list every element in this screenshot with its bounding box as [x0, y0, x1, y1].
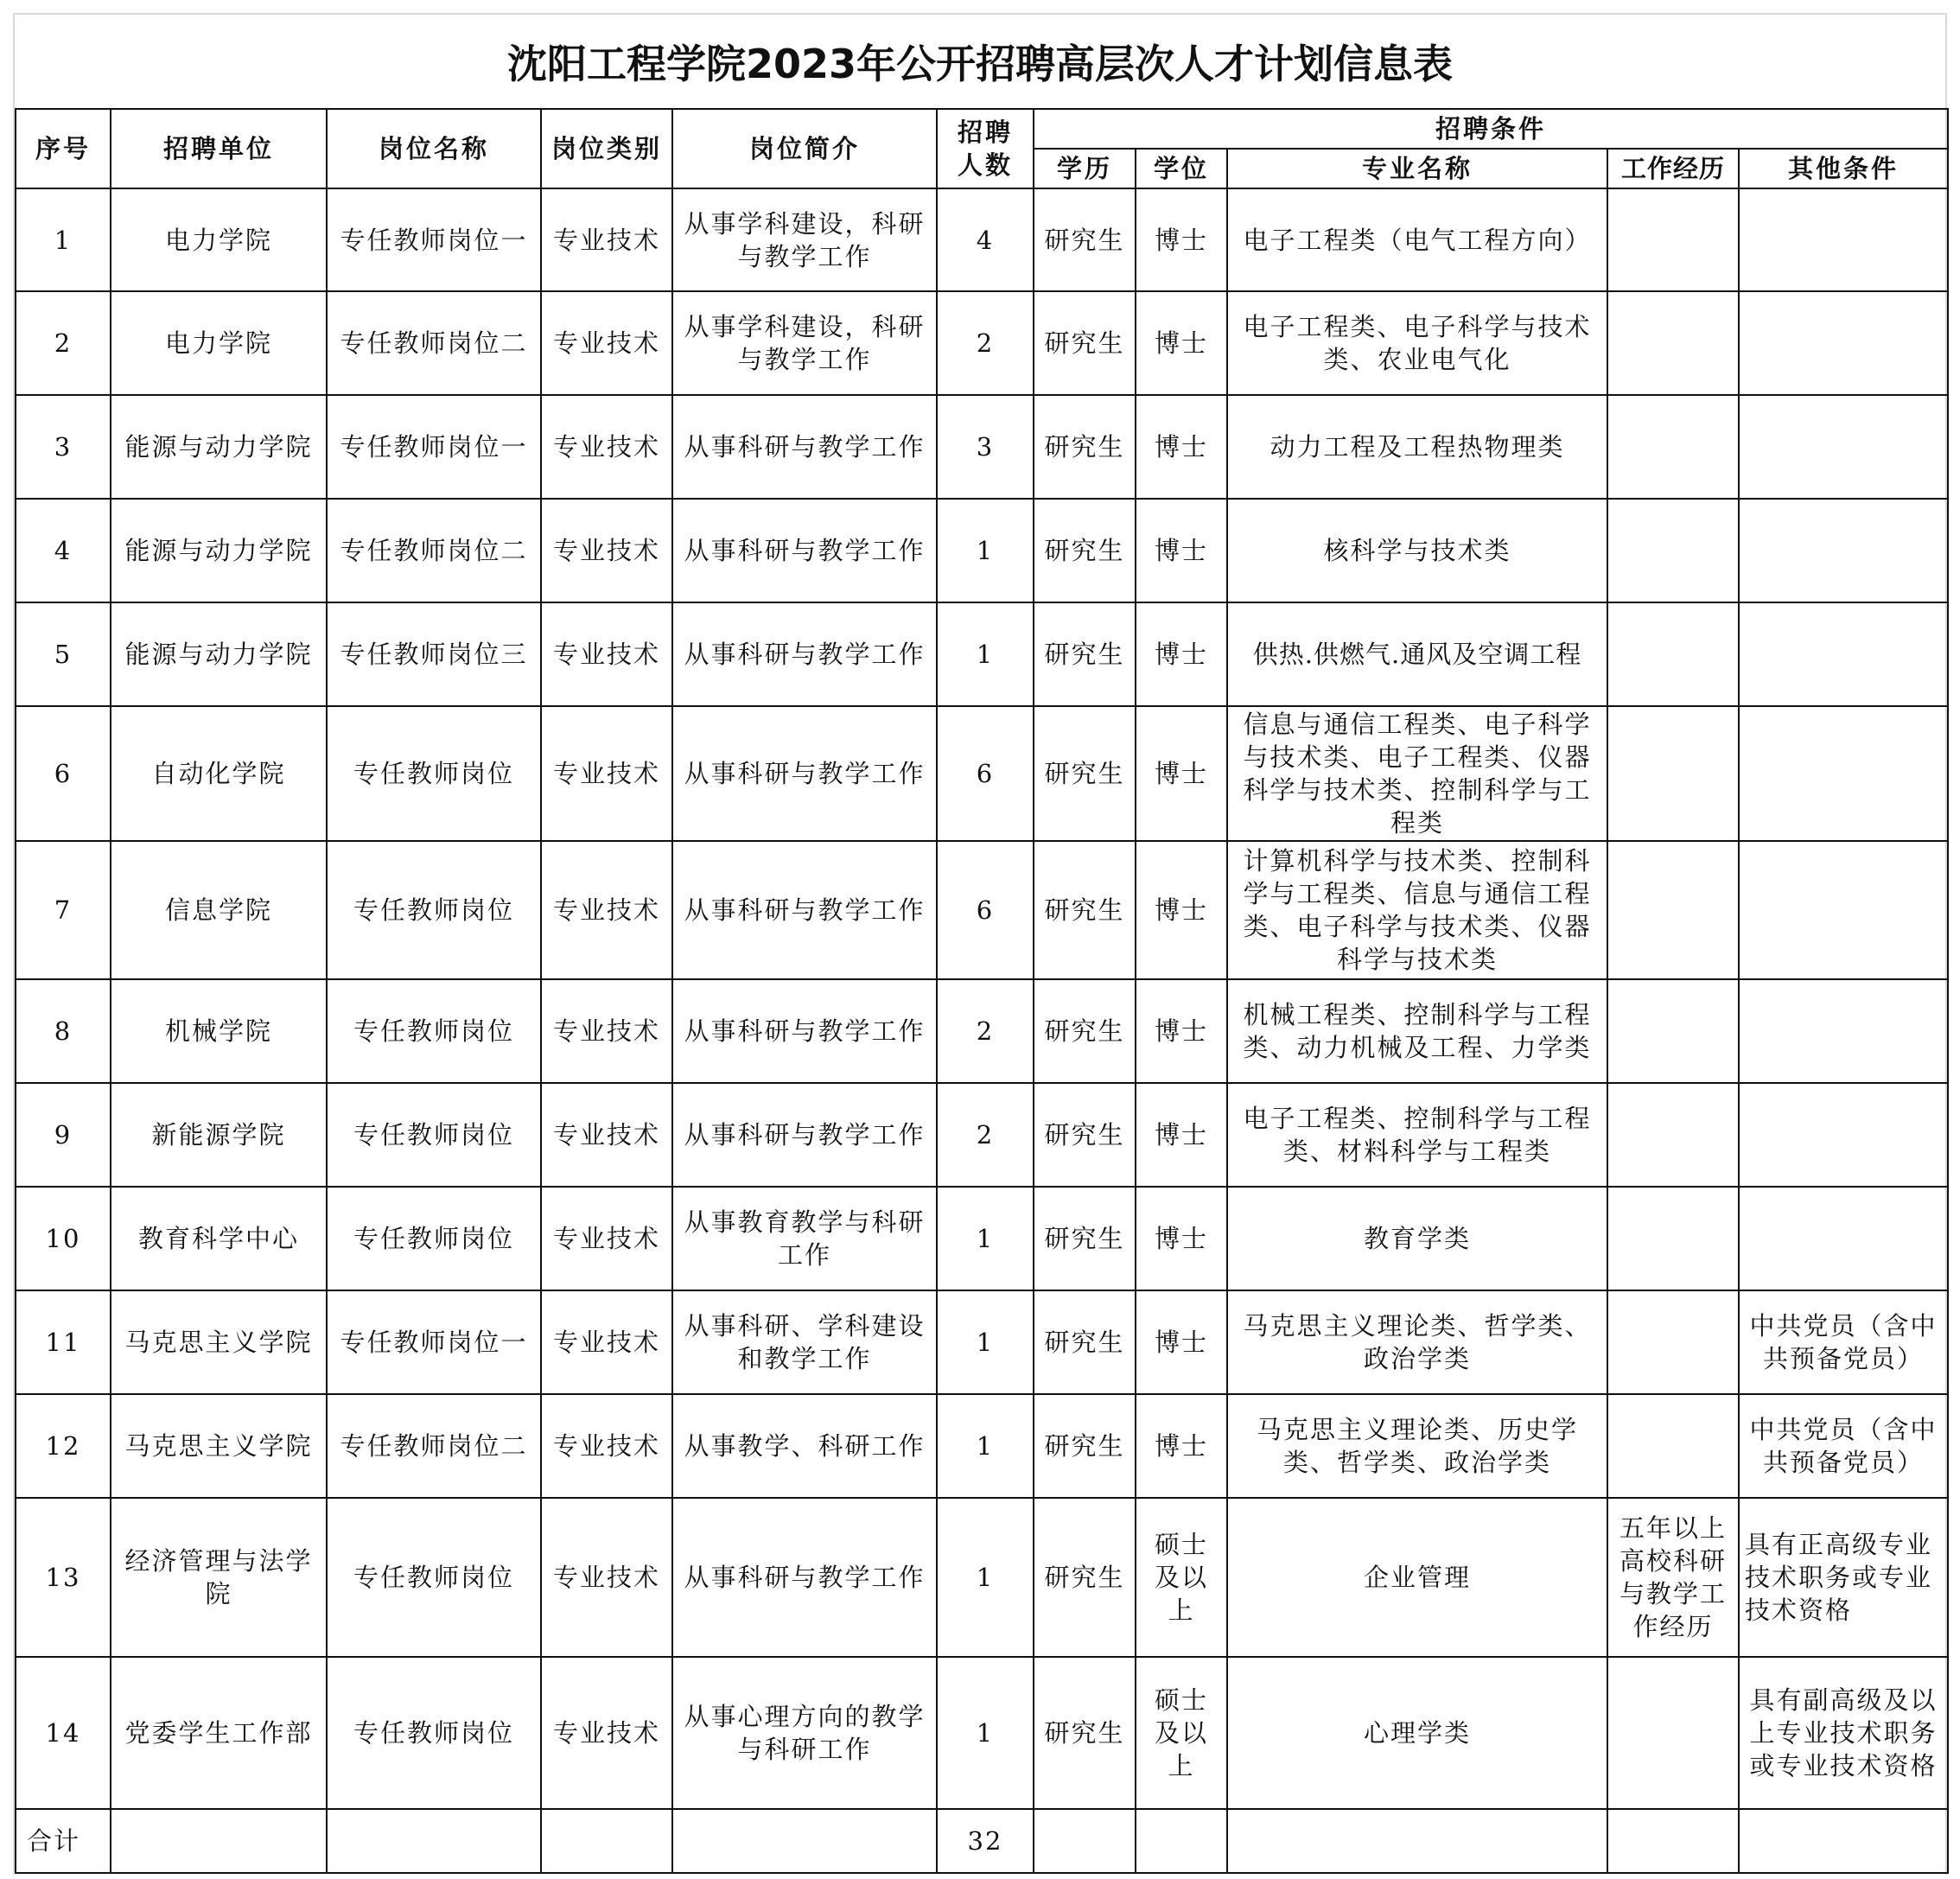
row-other: [1739, 291, 1948, 395]
row-desc: 从事学科建设，科研与教学工作: [672, 188, 937, 291]
row-education: 研究生: [1034, 1083, 1136, 1187]
header-seq: 序号: [16, 109, 111, 188]
table-row: [16, 979, 1948, 1083]
row-type: 专业技术: [541, 1290, 672, 1394]
row-major: 马克思主义理论类、历史学类、哲学类、政治学类: [1227, 1394, 1607, 1498]
row-post: 专任教师岗位一: [327, 1290, 541, 1394]
row-experience: [1607, 291, 1739, 395]
row-other: [1739, 395, 1948, 499]
row-count: 1: [937, 1657, 1034, 1809]
total-empty: [672, 1809, 937, 1873]
table-row: [16, 1187, 1948, 1290]
row-count: 1: [937, 1394, 1034, 1498]
row-degree: 博士: [1136, 979, 1227, 1083]
row-major: 教育学类: [1227, 1187, 1607, 1290]
row-education: 研究生: [1034, 1290, 1136, 1394]
total-empty: [1136, 1809, 1227, 1873]
row-post: 专任教师岗位: [327, 706, 541, 841]
row-other: [1739, 1083, 1948, 1187]
header-count: 招聘人数: [937, 109, 1034, 188]
row-unit: 电力学院: [111, 291, 327, 395]
total-label: 合计: [16, 1809, 111, 1873]
total-empty: [1034, 1809, 1136, 1873]
row-other: 具有副高级及以上专业技术职务或专业技术资格: [1739, 1657, 1948, 1809]
row-seq: 10: [16, 1187, 111, 1290]
row-other: [1739, 979, 1948, 1083]
row-major: 电子工程类、电子科学与技术类、农业电气化: [1227, 291, 1607, 395]
row-desc: 从事科研与教学工作: [672, 499, 937, 602]
row-other: 中共党员（含中共预备党员）: [1739, 1290, 1948, 1394]
header-major: 专业名称: [1227, 149, 1607, 188]
row-type: 专业技术: [541, 979, 672, 1083]
row-other: [1739, 706, 1948, 841]
header-post-type: 岗位类别: [541, 109, 672, 188]
row-education: 研究生: [1034, 1498, 1136, 1657]
row-type: 专业技术: [541, 395, 672, 499]
recruitment-sheet: [13, 13, 1947, 1875]
row-other: [1739, 188, 1948, 291]
row-seq: 13: [16, 1498, 111, 1657]
row-seq: 9: [16, 1083, 111, 1187]
row-experience: [1607, 1394, 1739, 1498]
row-major: 电子工程类、控制科学与工程类、材料科学与工程类: [1227, 1083, 1607, 1187]
total-empty: [541, 1809, 672, 1873]
row-desc: 从事心理方向的教学与科研工作: [672, 1657, 937, 1809]
row-count: 6: [937, 706, 1034, 841]
row-post: 专任教师岗位三: [327, 602, 541, 706]
row-post: 专任教师岗位一: [327, 188, 541, 291]
total-empty: [1739, 1809, 1948, 1873]
row-desc: 从事科研与教学工作: [672, 395, 937, 499]
row-experience: 五年以上高校科研与教学工作经历: [1607, 1498, 1739, 1657]
row-unit: 党委学生工作部: [111, 1657, 327, 1809]
row-major: 计算机科学与技术类、控制科学与工程类、信息与通信工程类、电子科学与技术类、仪器科学与技术类: [1227, 841, 1607, 979]
row-seq: 3: [16, 395, 111, 499]
row-type: 专业技术: [541, 291, 672, 395]
row-seq: 2: [16, 291, 111, 395]
header-other: 其他条件: [1739, 149, 1948, 188]
row-count: 1: [937, 499, 1034, 602]
row-seq: 12: [16, 1394, 111, 1498]
row-post: 专任教师岗位: [327, 1083, 541, 1187]
row-education: 研究生: [1034, 979, 1136, 1083]
row-post: 专任教师岗位二: [327, 499, 541, 602]
row-education: 研究生: [1034, 602, 1136, 706]
row-type: 专业技术: [541, 499, 672, 602]
row-post: 专任教师岗位一: [327, 395, 541, 499]
row-seq: 14: [16, 1657, 111, 1809]
row-type: 专业技术: [541, 1657, 672, 1809]
table-row: [16, 841, 1948, 979]
row-degree: 博士: [1136, 1290, 1227, 1394]
table-row: [16, 291, 1948, 395]
row-type: 专业技术: [541, 1187, 672, 1290]
header-conditions: 招聘条件: [1034, 109, 1948, 149]
row-type: 专业技术: [541, 1394, 672, 1498]
row-unit: 马克思主义学院: [111, 1290, 327, 1394]
row-other: [1739, 841, 1948, 979]
table-row: [16, 1498, 1948, 1657]
total-row: [16, 1809, 1948, 1873]
row-degree: 博士: [1136, 706, 1227, 841]
row-degree: 博士: [1136, 291, 1227, 395]
row-unit: 信息学院: [111, 841, 327, 979]
row-degree: 博士: [1136, 841, 1227, 979]
row-count: 3: [937, 395, 1034, 499]
row-other: [1739, 602, 1948, 706]
row-other: 具有正高级专业技术职务或专业技术资格: [1739, 1498, 1948, 1657]
total-empty: [327, 1809, 541, 1873]
row-degree: 博士: [1136, 395, 1227, 499]
row-unit: 新能源学院: [111, 1083, 327, 1187]
row-seq: 7: [16, 841, 111, 979]
table-row: [16, 1394, 1948, 1498]
row-seq: 11: [16, 1290, 111, 1394]
row-unit: 马克思主义学院: [111, 1394, 327, 1498]
row-major: 核科学与技术类: [1227, 499, 1607, 602]
table-row: [16, 188, 1948, 291]
header-education: 学历: [1034, 149, 1136, 188]
row-major: 信息与通信工程类、电子科学与技术类、电子工程类、仪器科学与技术类、控制科学与工程类: [1227, 706, 1607, 841]
row-count: 4: [937, 188, 1034, 291]
table-row: [16, 1083, 1948, 1187]
header-experience: 工作经历: [1607, 149, 1739, 188]
header-degree: 学位: [1136, 149, 1227, 188]
row-type: 专业技术: [541, 1083, 672, 1187]
row-desc: 从事教育教学与科研工作: [672, 1187, 937, 1290]
row-unit: 教育科学中心: [111, 1187, 327, 1290]
row-count: 1: [937, 1187, 1034, 1290]
row-unit: 经济管理与法学院: [111, 1498, 327, 1657]
row-major: 供热.供燃气.通风及空调工程: [1227, 602, 1607, 706]
row-count: 1: [937, 602, 1034, 706]
table-row: [16, 395, 1948, 499]
table-row: [16, 1657, 1948, 1809]
row-major: 机械工程类、控制科学与工程类、动力机械及工程、力学类: [1227, 979, 1607, 1083]
row-unit: 能源与动力学院: [111, 395, 327, 499]
row-experience: [1607, 979, 1739, 1083]
row-experience: [1607, 1290, 1739, 1394]
row-degree: 博士: [1136, 1187, 1227, 1290]
row-post: 专任教师岗位: [327, 1657, 541, 1809]
header-post-name: 岗位名称: [327, 109, 541, 188]
row-major: 心理学类: [1227, 1657, 1607, 1809]
row-post: 专任教师岗位: [327, 1187, 541, 1290]
row-unit: 自动化学院: [111, 706, 327, 841]
row-experience: [1607, 395, 1739, 499]
row-experience: [1607, 188, 1739, 291]
row-post: 专任教师岗位: [327, 1498, 541, 1657]
row-education: 研究生: [1034, 841, 1136, 979]
row-type: 专业技术: [541, 1498, 672, 1657]
row-major: 动力工程及工程热物理类: [1227, 395, 1607, 499]
row-post: 专任教师岗位二: [327, 291, 541, 395]
row-count: 2: [937, 979, 1034, 1083]
row-seq: 1: [16, 188, 111, 291]
page-title: 沈阳工程学院2023年公开招聘高层次人才计划信息表: [506, 41, 1454, 87]
row-unit: 能源与动力学院: [111, 499, 327, 602]
row-unit: 电力学院: [111, 188, 327, 291]
row-major: 企业管理: [1227, 1498, 1607, 1657]
row-seq: 8: [16, 979, 111, 1083]
row-education: 研究生: [1034, 1657, 1136, 1809]
row-experience: [1607, 841, 1739, 979]
row-degree: 博士: [1136, 188, 1227, 291]
header-post-desc: 岗位简介: [672, 109, 937, 188]
row-seq: 5: [16, 602, 111, 706]
row-desc: 从事科研与教学工作: [672, 1498, 937, 1657]
row-experience: [1607, 602, 1739, 706]
row-desc: 从事科研与教学工作: [672, 979, 937, 1083]
row-type: 专业技术: [541, 841, 672, 979]
row-type: 专业技术: [541, 188, 672, 291]
row-seq: 6: [16, 706, 111, 841]
row-education: 研究生: [1034, 291, 1136, 395]
row-education: 研究生: [1034, 188, 1136, 291]
row-major: 电子工程类（电气工程方向）: [1227, 188, 1607, 291]
row-unit: 能源与动力学院: [111, 602, 327, 706]
header-unit: 招聘单位: [111, 109, 327, 188]
row-other: [1739, 499, 1948, 602]
row-experience: [1607, 1657, 1739, 1809]
row-education: 研究生: [1034, 395, 1136, 499]
row-degree: 博士: [1136, 1394, 1227, 1498]
row-count: 1: [937, 1290, 1034, 1394]
row-post: 专任教师岗位二: [327, 1394, 541, 1498]
row-other: [1739, 1187, 1948, 1290]
row-desc: 从事科研与教学工作: [672, 841, 937, 979]
row-count: 2: [937, 291, 1034, 395]
row-degree: 博士: [1136, 1083, 1227, 1187]
row-experience: [1607, 706, 1739, 841]
row-type: 专业技术: [541, 602, 672, 706]
row-count: 6: [937, 841, 1034, 979]
table-row: [16, 602, 1948, 706]
row-experience: [1607, 499, 1739, 602]
row-experience: [1607, 1187, 1739, 1290]
row-major: 马克思主义理论类、哲学类、政治学类: [1227, 1290, 1607, 1394]
row-other: 中共党员（含中共预备党员）: [1739, 1394, 1948, 1498]
table-row: [16, 499, 1948, 602]
row-count: 2: [937, 1083, 1034, 1187]
row-education: 研究生: [1034, 706, 1136, 841]
recruitment-table: [15, 108, 1949, 1874]
row-type: 专业技术: [541, 706, 672, 841]
row-desc: 从事学科建设，科研与教学工作: [672, 291, 937, 395]
table-row: [16, 1290, 1948, 1394]
row-seq: 4: [16, 499, 111, 602]
row-education: 研究生: [1034, 1187, 1136, 1290]
row-degree: 硕士及以上: [1136, 1498, 1227, 1657]
row-count: 1: [937, 1498, 1034, 1657]
row-experience: [1607, 1083, 1739, 1187]
row-education: 研究生: [1034, 1394, 1136, 1498]
row-desc: 从事科研、学科建设和教学工作: [672, 1290, 937, 1394]
table-row: [16, 706, 1948, 841]
row-desc: 从事科研与教学工作: [672, 1083, 937, 1187]
row-post: 专任教师岗位: [327, 979, 541, 1083]
row-degree: 硕士及以上: [1136, 1657, 1227, 1809]
row-desc: 从事科研与教学工作: [672, 602, 937, 706]
total-empty: [1607, 1809, 1739, 1873]
total-count: 32: [937, 1809, 1034, 1873]
row-education: 研究生: [1034, 499, 1136, 602]
row-post: 专任教师岗位: [327, 841, 541, 979]
row-desc: 从事科研与教学工作: [672, 706, 937, 841]
row-degree: 博士: [1136, 499, 1227, 602]
row-desc: 从事教学、科研工作: [672, 1394, 937, 1498]
total-empty: [1227, 1809, 1607, 1873]
total-empty: [111, 1809, 327, 1873]
row-degree: 博士: [1136, 602, 1227, 706]
row-unit: 机械学院: [111, 979, 327, 1083]
